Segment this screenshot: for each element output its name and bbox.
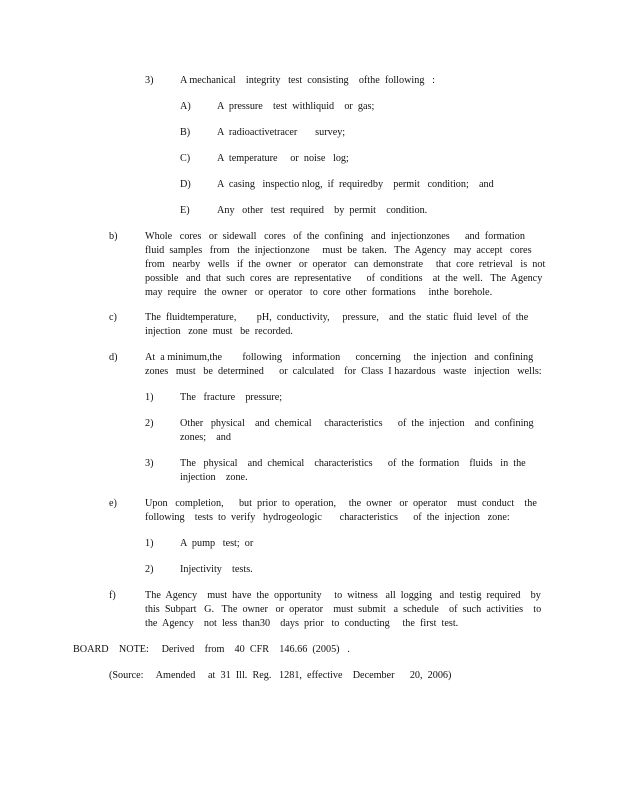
item3-sub-a-label: A) — [180, 101, 191, 112]
section-f-line: The Agency must have the opportunity to witness all logging and testig required by — [145, 590, 541, 601]
section-e-label: e) — [109, 498, 117, 509]
item3-sub-b-text: A radioactivetracer survey; — [217, 127, 346, 138]
section-d-label: d) — [109, 352, 118, 363]
section-e-sub2-text: Injectivity tests. — [180, 564, 253, 575]
item3-sub-c-label: C) — [180, 153, 191, 164]
section-d-line: At a minimum,the following information concerning the injection and confining — [145, 352, 534, 363]
item3-text: A mechanical integrity test consisting ofthe following : — [180, 75, 435, 86]
section-b-line: from nearby wells if the owner or operator can demonstrate that core retrieval is not — [145, 259, 546, 270]
section-d-sub2-label: 2) — [145, 418, 154, 429]
item3-sub-c-text: A temperature or noise log; — [217, 153, 349, 164]
section-e-sub2-label: 2) — [145, 564, 154, 575]
section-d-sub1-label: 1) — [145, 392, 154, 403]
section-d-sub2-line: Other physical and chemical characteristics of the injection and confining — [180, 418, 534, 429]
section-b-line: possible and that such cores are representative of conditions at the well. The Agency — [145, 273, 543, 284]
item3-sub-b-label: B) — [180, 127, 191, 138]
section-b-line: fluid samples from the injectionzone must be taken. The Agency may accept cores — [145, 245, 532, 256]
section-d-sub3-label: 3) — [145, 458, 154, 469]
section-d-sub2-line: zones; and — [180, 432, 231, 443]
section-c-line: injection zone must be recorded. — [145, 326, 293, 337]
section-f-label: f) — [109, 590, 116, 601]
section-f-line: this Subpart G. The owner or operator must submit a schedule of such activities to — [145, 604, 542, 615]
section-d-sub3-line: injection zone. — [180, 472, 248, 483]
section-c-label: c) — [109, 312, 117, 323]
section-b-label: b) — [109, 231, 118, 242]
section-e-line: following tests to verify hydrogeologic characteristics of the injection zone: — [145, 512, 510, 523]
item3-sub-d-text: A casing inspectio nlog, if requiredby permit condition; and — [217, 179, 494, 190]
item3-label: 3) — [145, 75, 154, 86]
section-e-sub1-label: 1) — [145, 538, 154, 549]
source-note: (Source: Amended at 31 Ill. Reg. 1281, effective December 20, 2006) — [109, 670, 452, 681]
item3-sub-a-text: A pressure test withliquid or gas; — [217, 101, 375, 112]
section-b-line: Whole cores or sidewall cores of the confining and injectionzones and formation — [145, 231, 525, 242]
section-e-line: Upon completion, but prior to operation, the owner or operator must conduct the — [145, 498, 537, 509]
board-note: BOARD NOTE: Derived from 40 CFR 146.66 (2005) . — [73, 644, 350, 655]
section-f-line: the Agency not less than30 days prior to conducting the first test. — [145, 618, 459, 629]
section-c-line: The fluidtemperature, pH, conductivity, pressure, and the static fluid level of the — [145, 312, 529, 323]
section-d-sub3-line: The physical and chemical characteristics of the formation fluids in the — [180, 458, 526, 469]
section-d-sub1-line: The fracture pressure; — [180, 392, 283, 403]
section-d-line: zones must be determined or calculated for Class I hazardous waste injection wells: — [145, 366, 542, 377]
item3-sub-e-label: E) — [180, 205, 190, 216]
item3-sub-e-text: Any other test required by permit condition. — [217, 205, 428, 216]
section-e-sub1-text: A pump test; or — [180, 538, 254, 549]
section-b-line: may require the owner or operator to core other formations inthe borehole. — [145, 287, 493, 298]
item3-sub-d-label: D) — [180, 179, 191, 190]
